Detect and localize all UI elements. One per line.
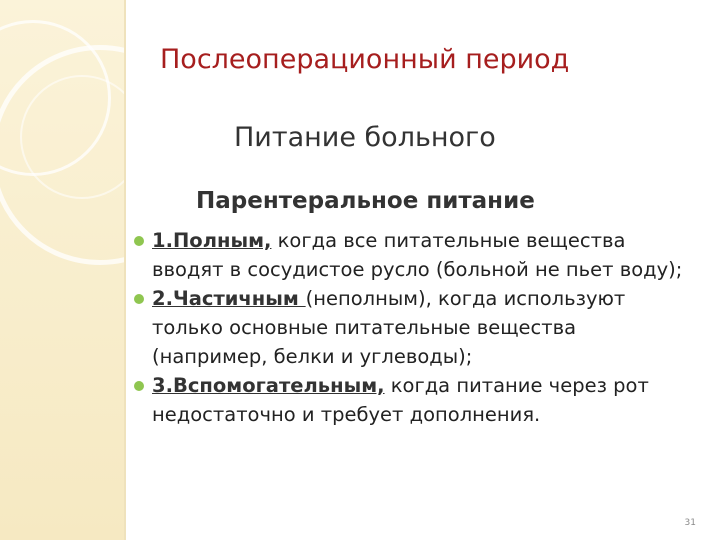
bullet-dot-icon: [134, 236, 144, 246]
page-number: 31: [684, 518, 696, 528]
section-heading: Парентеральное питание: [196, 188, 535, 214]
bullet-text: когда питание через рот недостаточно и требует дополнения.: [152, 374, 649, 426]
decorative-left-band: [0, 0, 125, 540]
bullet-list: [130, 226, 690, 429]
band-divider: [124, 0, 126, 540]
slide-subtitle: Питание больного: [234, 122, 496, 153]
bullet-dot-icon: [134, 381, 144, 391]
bullet-text: когда все питательные вещества вводят в сосудистое русло (больной не пьет воду);: [152, 229, 683, 281]
bullet-term: 3.Вспомогательным,: [152, 374, 385, 397]
list-item: [130, 371, 690, 429]
list-item: [130, 226, 690, 284]
list-item: [130, 284, 690, 371]
bullet-text: (неполным), когда используют только основные питательные вещества (например, белки и углеводы);: [152, 287, 626, 368]
bullet-dot-icon: [134, 294, 144, 304]
slide-title: Послеоперационный период: [160, 44, 570, 75]
bullet-term: 1.Полным,: [152, 229, 272, 252]
bullet-term: 2.Частичным: [152, 287, 306, 310]
